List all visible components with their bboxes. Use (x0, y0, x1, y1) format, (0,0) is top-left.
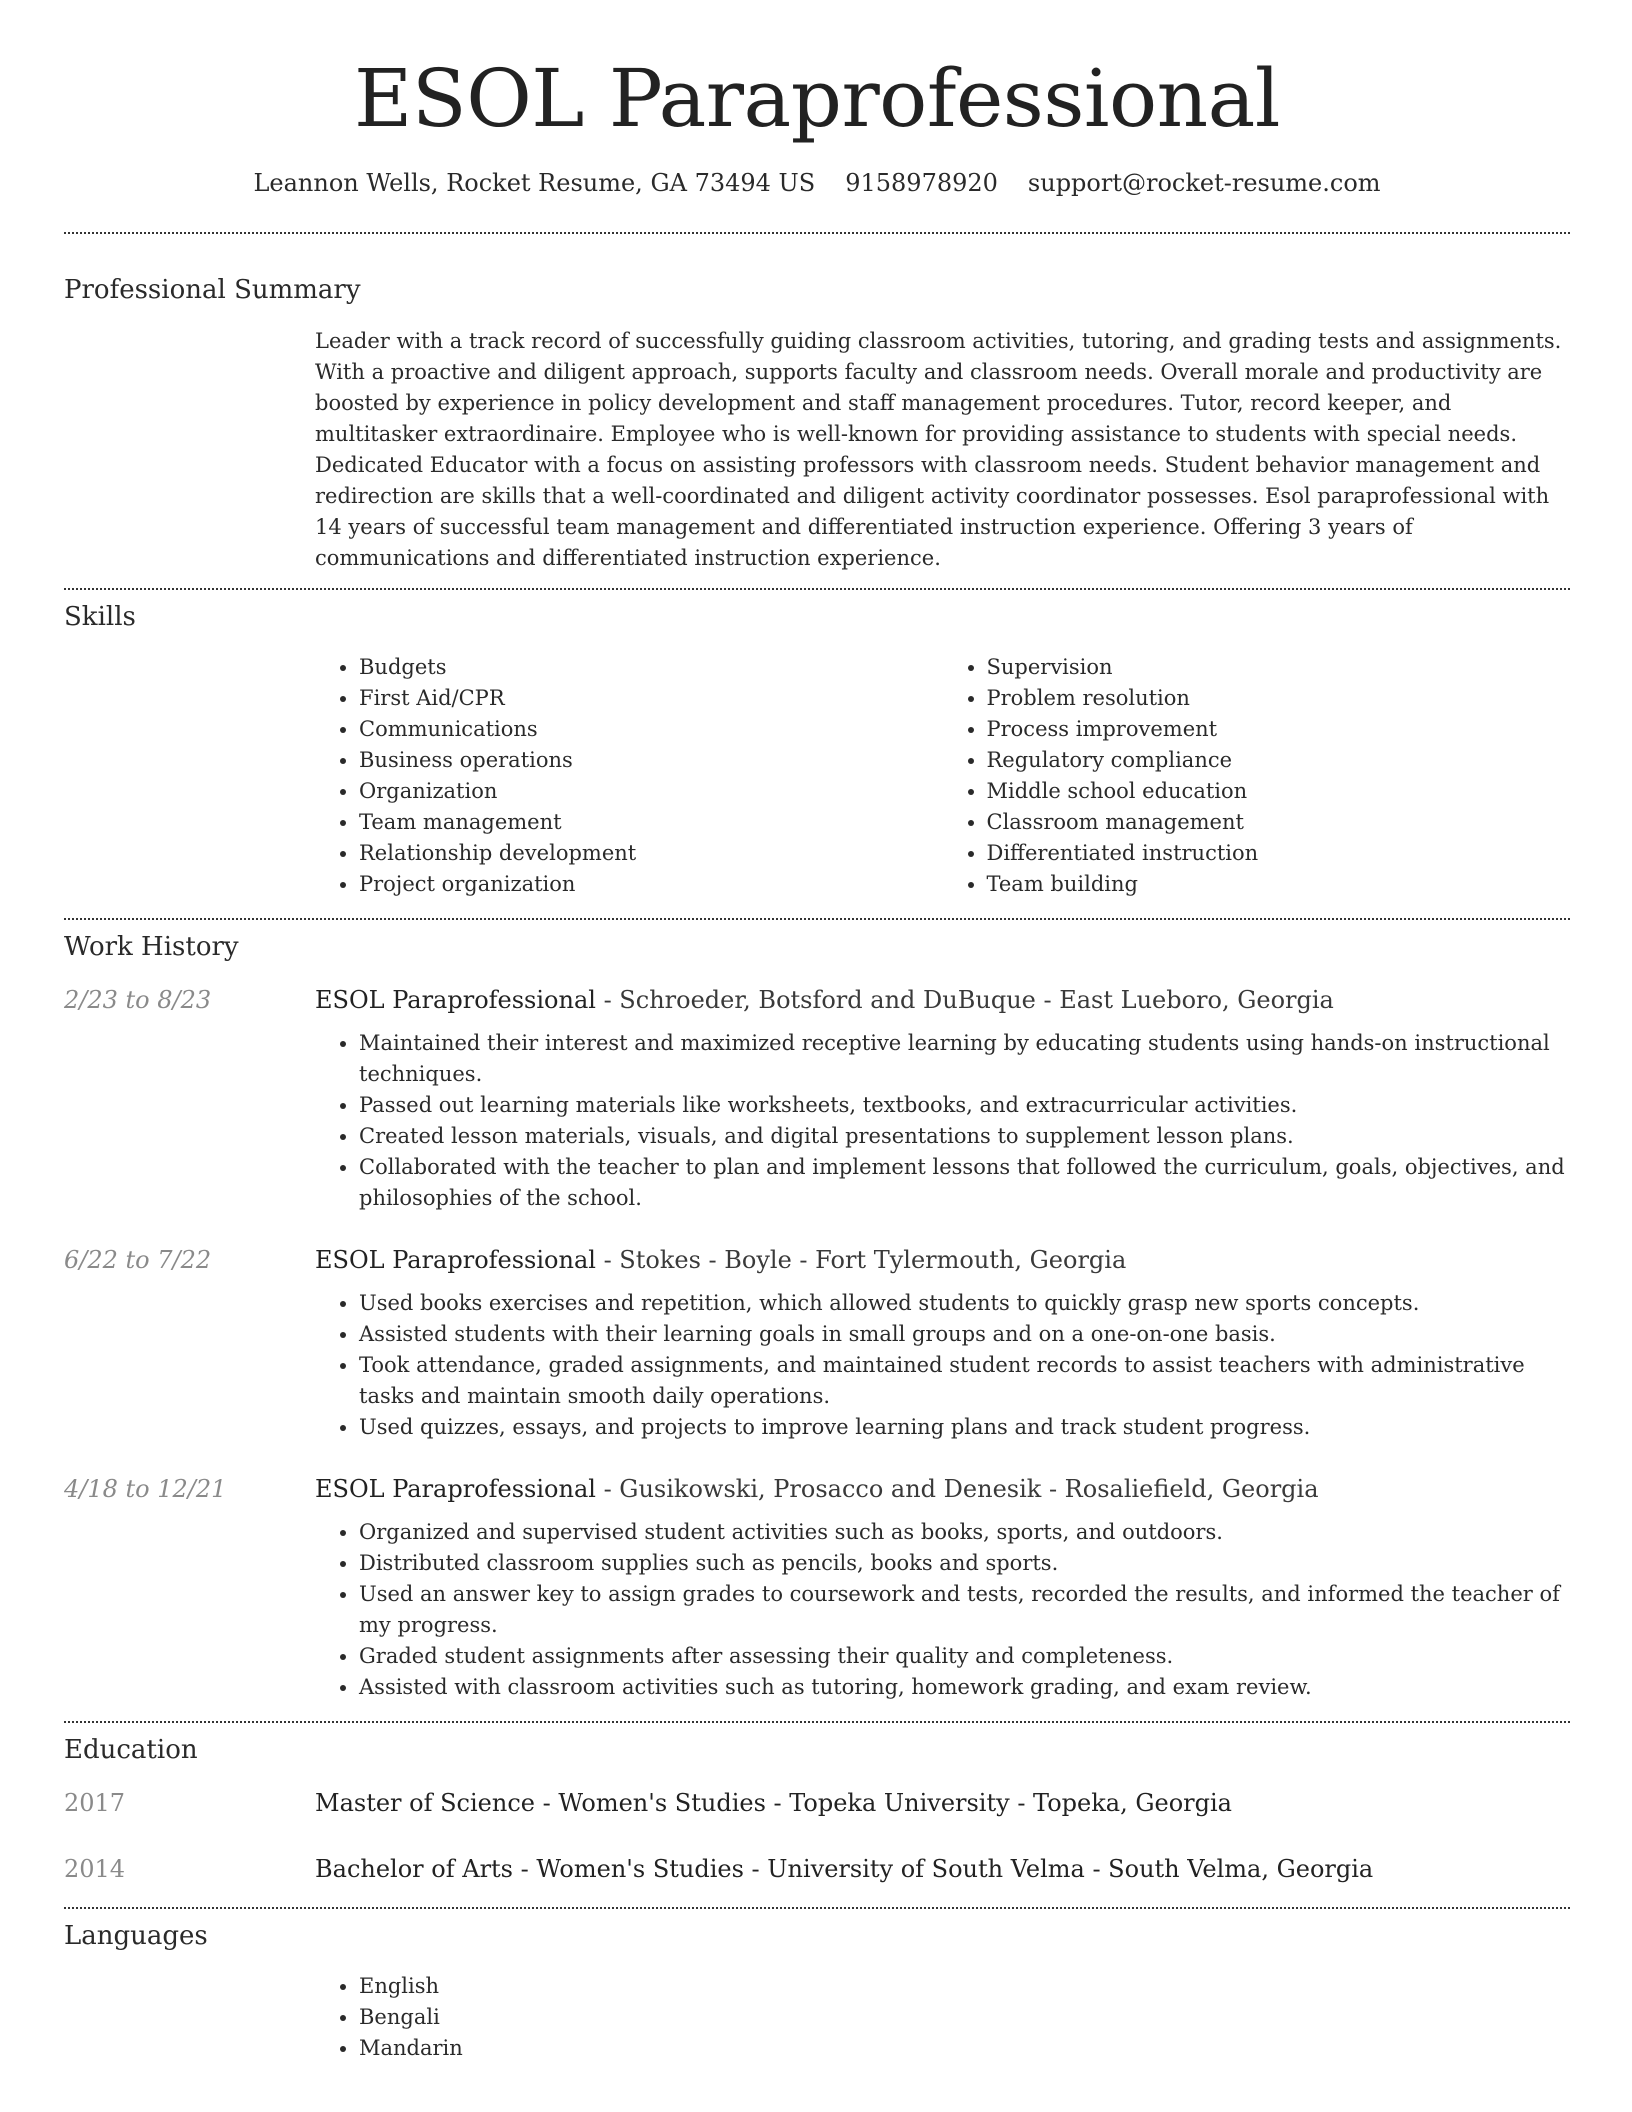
contact-email: support@rocket-resume.com (1027, 169, 1381, 197)
contact-address: Leannon Wells, Rocket Resume, GA 73494 US (253, 169, 816, 197)
resume-page (64, 0, 1570, 2064)
skills-list-left (315, 652, 943, 900)
contact-phone: 9158978920 (845, 169, 998, 197)
list-item: • Took attendance, graded assignments, and maintained student records to assist teachers with administrative tasks and maintain smooth daily operations. (359, 1350, 1570, 1412)
list-item: • Used quizzes, essays, and projects to improve learning plans and track student progress. (359, 1412, 1570, 1443)
list-item: • Differentiated instruction (987, 838, 1571, 869)
list-item: • Mandarin (359, 2033, 1570, 2064)
section-divider (64, 1907, 1570, 1909)
education-degree: Bachelor of Arts - Women's Studies - University of South Velma - South Velma, Georgia (315, 1855, 1374, 1883)
job-title: ESOL Paraprofessional (315, 1475, 596, 1503)
section-divider (64, 232, 1570, 234)
job-company: - Stokes - Boyle - Fort Tylermouth, Georgia (595, 1246, 1127, 1274)
summary-section (315, 326, 1570, 574)
job-company: - Gusikowski, Prosacco and Denesik - Rosaliefield, Georgia (595, 1475, 1319, 1503)
list-item: • Regulatory compliance (987, 745, 1571, 776)
job-company: - Schroeder, Botsford and DuBuque - East Lueboro, Georgia (595, 986, 1334, 1014)
list-item: • Distributed classroom supplies such as pencils, books and sports. (359, 1548, 1570, 1579)
list-item: • Problem resolution (987, 683, 1571, 714)
list-item: • Assisted with classroom activities such as tutoring, homework grading, and exam review. (359, 1672, 1570, 1703)
work-heading: Work History (64, 932, 239, 962)
work-entry-header (64, 1246, 1570, 1274)
work-dates: 4/18 to 12/21 (64, 1475, 227, 1503)
education-entry (64, 1855, 1570, 1883)
summary-heading: Professional Summary (64, 275, 361, 305)
job-title: ESOL Paraprofessional (315, 986, 596, 1014)
list-item: • Process improvement (987, 714, 1571, 745)
work-entry-header (64, 986, 1570, 1014)
list-item: • Relationship development (359, 838, 943, 869)
list-item: • Collaborated with the teacher to plan and implement lessons that followed the curriculum, goals, objectives, and philosophies of the school. (359, 1152, 1570, 1214)
section-divider (64, 1721, 1570, 1723)
list-item: • Supervision (987, 652, 1571, 683)
list-item: • Used an answer key to assign grades to coursework and tests, recorded the results, and informed the teacher of my progress. (359, 1579, 1570, 1641)
list-item: • Organized and supervised student activities such as books, sports, and outdoors. (359, 1517, 1570, 1548)
work-dates: 2/23 to 8/23 (64, 986, 212, 1014)
list-item: • Passed out learning materials like worksheets, textbooks, and extracurricular activities. (359, 1090, 1570, 1121)
work-entry-header (64, 1475, 1570, 1503)
skills-section (315, 652, 1570, 900)
list-item: • Maintained their interest and maximized receptive learning by educating students using hands-on instructional techniques. (359, 1028, 1570, 1090)
resume-name: ESOL Paraprofessional (354, 52, 1280, 145)
job-title: ESOL Paraprofessional (315, 1246, 596, 1274)
education-degree: Master of Science - Women's Studies - Topeka University - Topeka, Georgia (315, 1789, 1232, 1817)
list-item: • Graded student assignments after assessing their quality and completeness. (359, 1641, 1570, 1672)
languages-heading: Languages (64, 1921, 208, 1951)
list-item: • Used books exercises and repetition, which allowed students to quickly grasp new sports concepts. (359, 1288, 1570, 1319)
list-item: • Created lesson materials, visuals, and digital presentations to supplement lesson plans. (359, 1121, 1570, 1152)
list-item: • First Aid/CPR (359, 683, 943, 714)
list-item: • Project organization (359, 869, 943, 900)
list-item: • Bengali (359, 2002, 1570, 2033)
languages-section (315, 1971, 1570, 2064)
skills-heading: Skills (64, 602, 136, 632)
list-item: • Budgets (359, 652, 943, 683)
list-item: • Business operations (359, 745, 943, 776)
work-entry-bullets (315, 1028, 1570, 1214)
education-entry (64, 1789, 1570, 1817)
section-divider (64, 588, 1570, 590)
list-item: • Communications (359, 714, 943, 745)
list-item: • Team building (987, 869, 1571, 900)
list-item: • Organization (359, 776, 943, 807)
list-item: • Middle school education (987, 776, 1571, 807)
work-dates: 6/22 to 7/22 (64, 1246, 212, 1274)
education-year: 2017 (64, 1789, 126, 1817)
section-divider (64, 918, 1570, 920)
list-item: • Team management (359, 807, 943, 838)
summary-text: Leader with a track record of successfully guiding classroom activities, tutoring, and grading tests and assignments. With a proactive and diligent approach, supports faculty and classroom needs. Overall morale and productivity are boosted by experience in policy development and staff management procedures. Tutor, record keeper, and multitasker extraordinaire. Employee who is well-known for providing assistance to students with special needs. Dedicated Educator with a focus on assisting professors with classroom needs. Student behavior management and redirection are skills that a well-coordinated and diligent activity coordinator possesses. Esol paraprofessional with 14 years of successful team management and differentiated instruction experience. Offering 3 years of communications and differentiated instruction experience. (315, 329, 1562, 570)
list-item: • Classroom management (987, 807, 1571, 838)
work-entry-bullets (315, 1517, 1570, 1703)
contact-line (64, 169, 1570, 197)
education-year: 2014 (64, 1855, 126, 1883)
skills-list-right (943, 652, 1571, 900)
work-entry-bullets (315, 1288, 1570, 1443)
list-item: • Assisted students with their learning goals in small groups and on a one-on-one basis. (359, 1319, 1570, 1350)
list-item: • English (359, 1971, 1570, 2002)
education-heading: Education (64, 1735, 198, 1765)
